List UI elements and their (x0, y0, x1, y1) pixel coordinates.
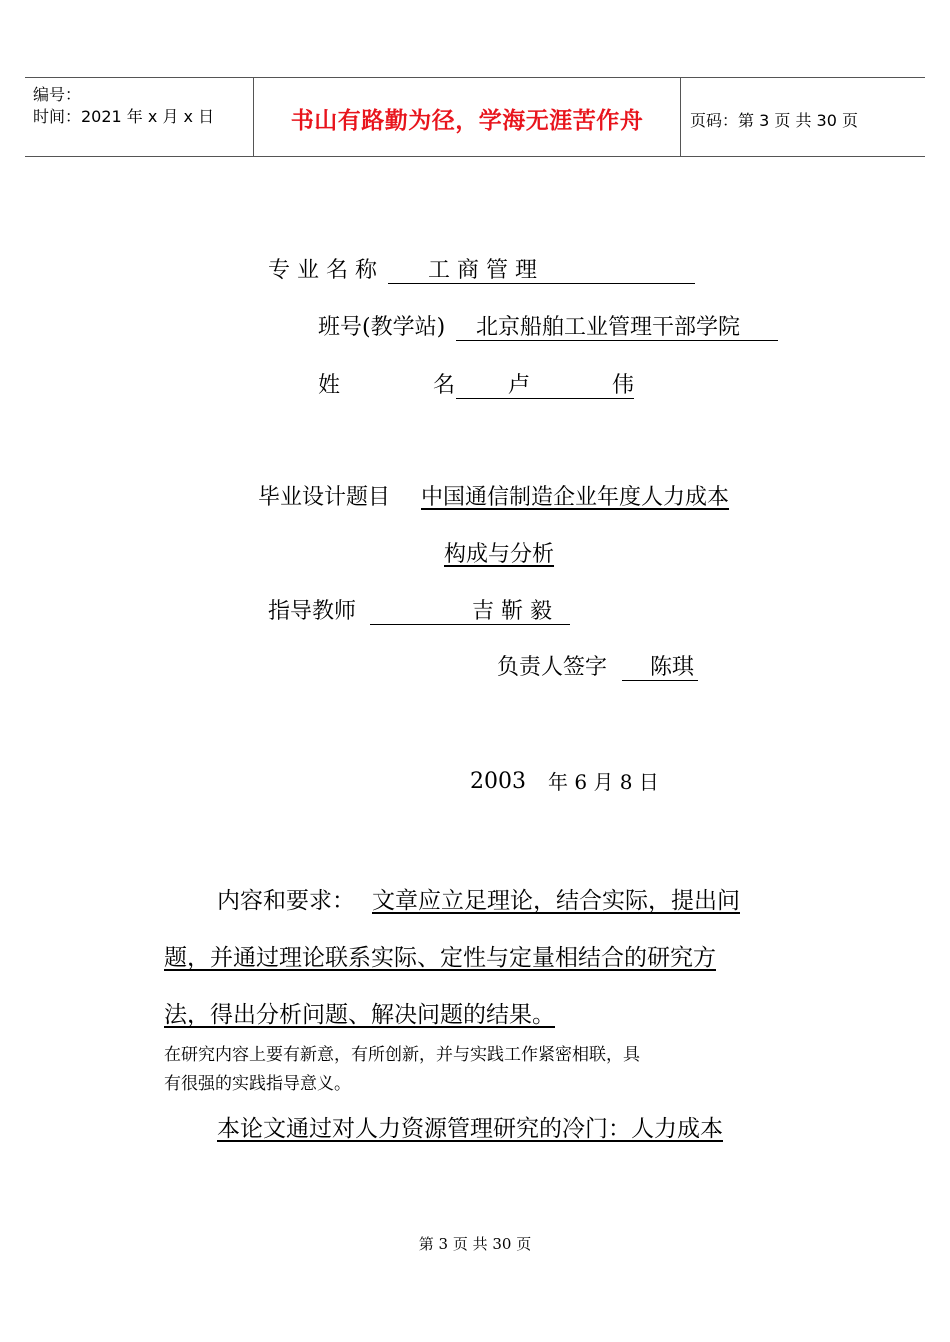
req-line-3: 法，得出分析问题、解决问题的结果。 (164, 1002, 555, 1028)
name-label-1: 姓 (318, 373, 341, 398)
page-header (25, 77, 925, 157)
req-label: 内容和要求： (217, 888, 355, 914)
header-mid-cell (254, 78, 681, 156)
topic-line-2: 构成与分析 (444, 542, 555, 567)
teacher-underline (370, 624, 570, 625)
signer-underline (622, 680, 698, 681)
doc-number-label: 编号： (33, 85, 82, 104)
name-label-2: 名 (433, 373, 456, 398)
page-footer: 第 3 页 共 30 页 (418, 1235, 532, 1253)
req-line-1: 文章应立足理论，结合实际，提出问 (372, 888, 740, 914)
topic-label: 毕业设计题目 (258, 485, 391, 510)
name-value-1: 卢 (508, 373, 531, 398)
header-page-label: 页码：第 3 页 共 30 页 (690, 111, 858, 130)
note-line-2: 有很强的实践指导意义。 (164, 1074, 351, 1094)
teacher-value: 吉 靳 毅 (472, 599, 552, 624)
abstract-line-1: 本论文通过对人力资源管理研究的冷门：人力成本 (217, 1116, 723, 1142)
topic-line-1: 中国通信制造企业年度人力成本 (421, 485, 730, 510)
signer-label: 负责人签字 (497, 655, 608, 680)
major-label: 专 业 名 称 (268, 258, 377, 283)
note-line-1: 在研究内容上要有新意，有所创新，并与实践工作紧密相联，具 (164, 1045, 640, 1065)
doc-time-label: 时间：2021 年 x 月 x 日 (33, 107, 215, 126)
date-year: 2003 (470, 769, 526, 794)
name-underline (456, 398, 634, 399)
name-value-2: 伟 (612, 373, 635, 398)
teacher-label: 指导教师 (268, 599, 357, 624)
signer-value: 陈琪 (650, 655, 695, 680)
header-left-cell (25, 78, 254, 156)
req-line-2: 题，并通过理论联系实际、定性与定量相结合的研究方 (164, 945, 716, 971)
class-underline (456, 340, 778, 341)
class-value: 北京船舶工业管理干部学院 (476, 315, 741, 340)
major-value: 工 商 管 理 (428, 258, 537, 283)
header-right-cell (681, 78, 925, 156)
class-label: 班号(教学站) (318, 315, 446, 340)
header-motto: 书山有路勤为径，学海无涯苦作舟 (290, 108, 644, 134)
date-rest: 年 6 月 8 日 (548, 770, 659, 794)
major-underline (388, 283, 695, 284)
